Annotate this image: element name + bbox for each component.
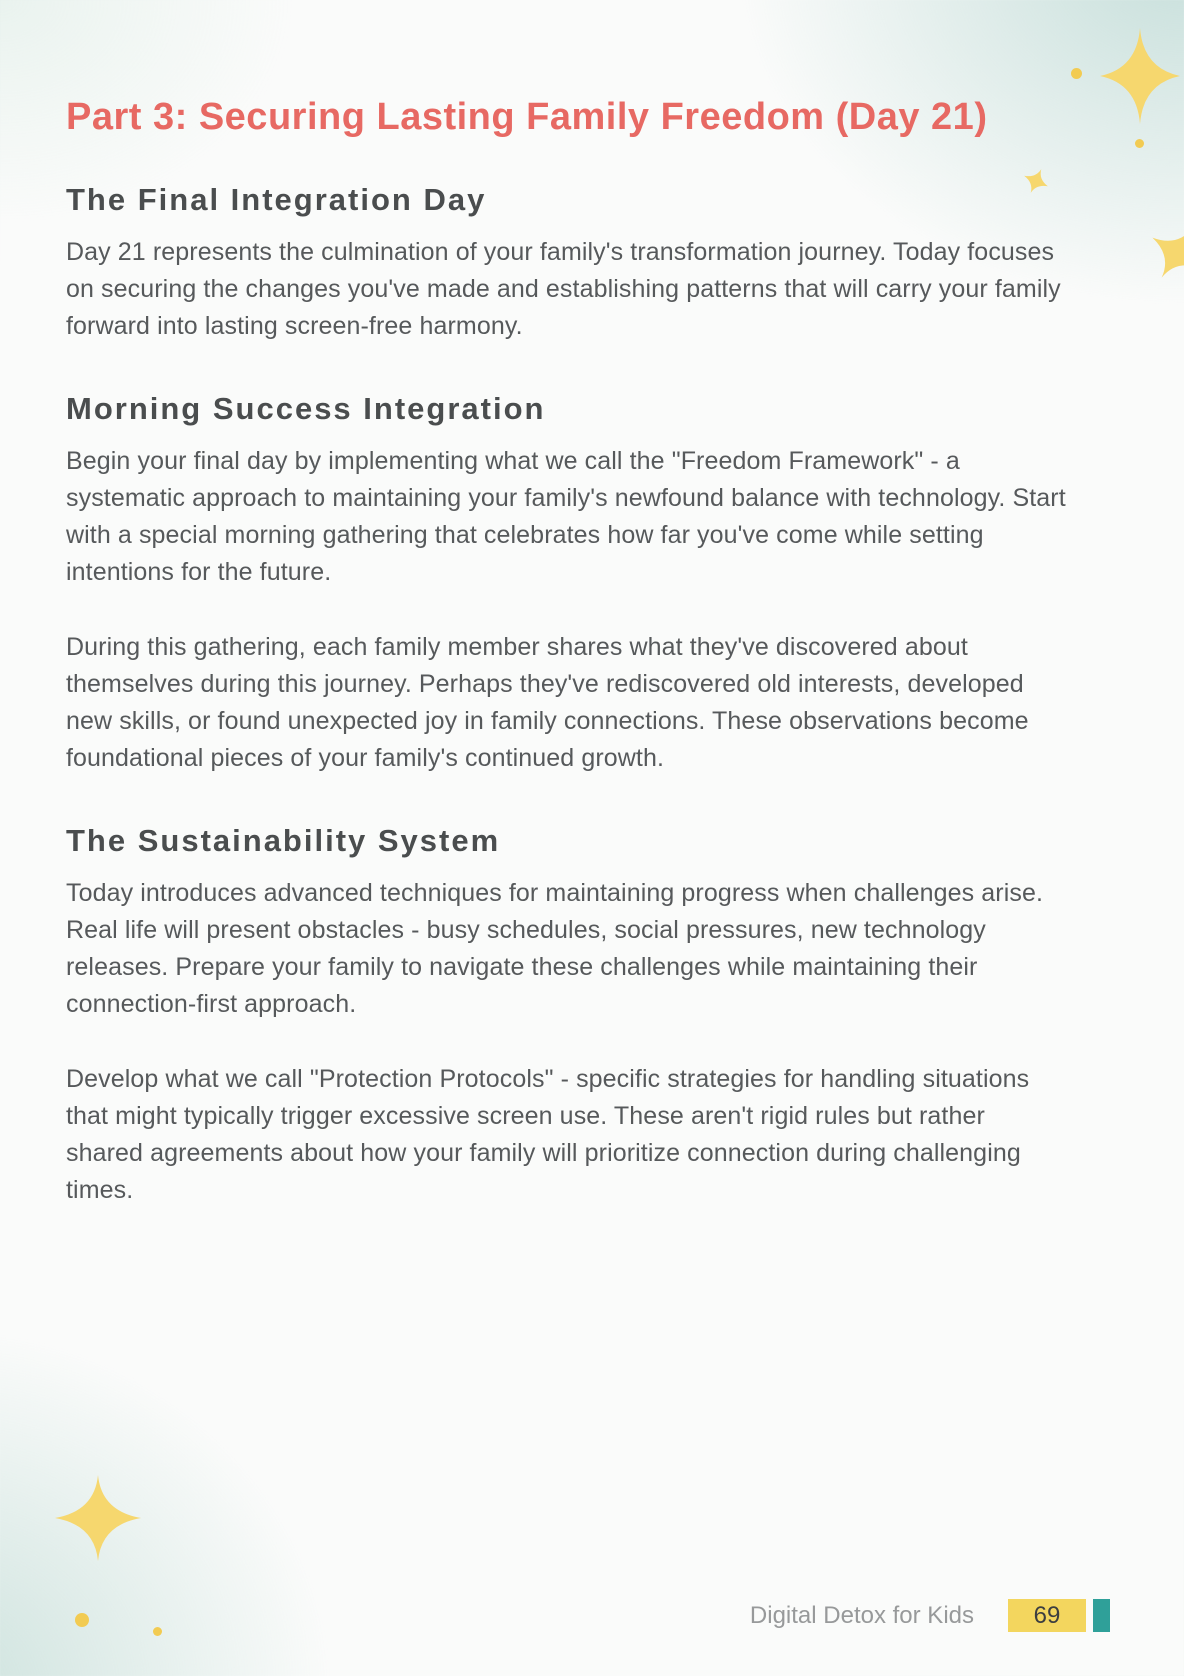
body-paragraph: Today introduces advanced techniques for maintaining progress when challenges arise. Real life will present obstacles - busy schedules, social pressures, new technology releases. Prepare your family to navigate these challenges while maintaining their connection-first approach.	[66, 878, 1044, 1018]
sparkle-icon	[1100, 28, 1180, 124]
page-number-accent-bar	[1093, 1599, 1110, 1632]
body-paragraph: Day 21 represents the culmination of your family's transformation journey. Today focuses on securing the changes you've made and establishing patterns that will carry your family forward into lasting screen-free harmony.	[66, 237, 1061, 340]
body-paragraph: Begin your final day by implementing what we call the "Freedom Framework" - a systematic approach to maintaining your family's newfound balance with technology. Start with a special morning gathering that celebrates how far you've come while setting intentions for the future.	[66, 446, 1066, 586]
sparkle-dot	[1071, 68, 1082, 79]
section-heading-sustainability-system: The Sustainability System	[66, 822, 501, 858]
sparkle-dot	[153, 1627, 162, 1636]
footer-book-title: Digital Detox for Kids	[749, 1601, 974, 1629]
body-paragraph: During this gathering, each family member shares what they've discovered about themselves during this journey. Perhaps they've rediscovered old interests, developed new skills, or found unexpected joy in family connections. These observations become foundational pieces of your family's continued growth.	[66, 632, 1029, 772]
sparkle-dot	[75, 1613, 89, 1627]
page-content	[66, 96, 1068, 1209]
page-footer	[750, 1599, 1110, 1632]
section-heading-morning-success-integration: Morning Success Integration	[66, 390, 546, 426]
sparkle-icon	[1137, 213, 1184, 293]
page-title: Part 3: Securing Lasting Family Freedom (Day 21)	[66, 96, 988, 138]
body-paragraph: Develop what we call "Protection Protocols" - specific strategies for handling situations that might typically trigger excessive screen use. These aren't rigid rules but rather shared agreements about how your family will prioritize connection during challenging times.	[66, 1064, 1030, 1204]
section-heading-final-integration-day: The Final Integration Day	[66, 181, 487, 217]
sparkle-icon	[55, 1475, 141, 1561]
sparkle-dot	[1135, 139, 1144, 148]
page-number-badge: 69	[1008, 1599, 1086, 1632]
